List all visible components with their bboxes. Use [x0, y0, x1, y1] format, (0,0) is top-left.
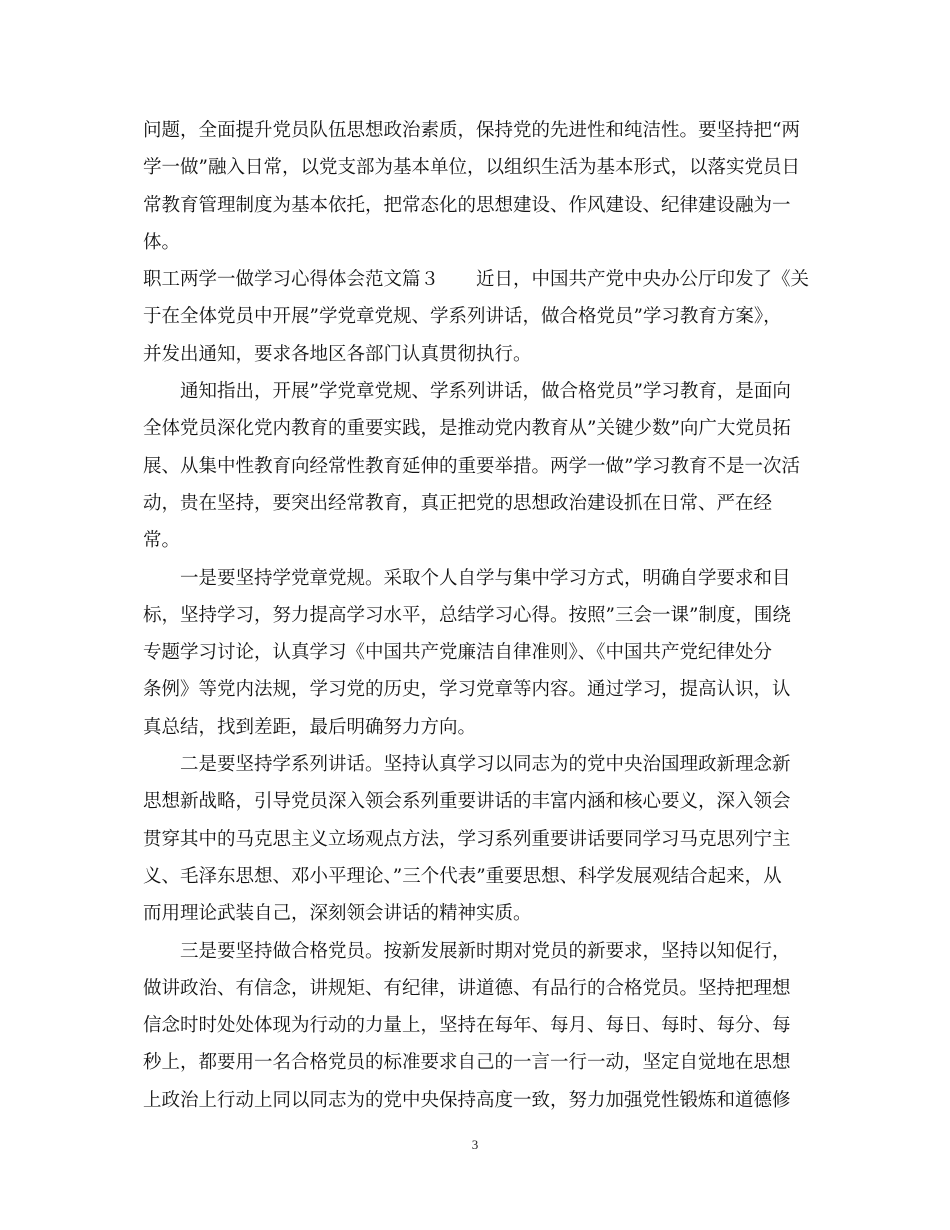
text-line: 全体党员深化党内教育的重要实践，是推动党内教育从”关键少数”向广大党员拓 [143, 418, 791, 440]
text-line: 上政治上行动上同以同志为的党中央保持高度一致，努力加强党性锻炼和道德修 [143, 1089, 791, 1111]
paragraph-1 [143, 112, 811, 261]
text-line: 贯穿其中的马克思主义立场观点方法，学习系列重要讲话要同学习马克思列宁主 [143, 828, 791, 850]
text-line: 于在全体党员中开展”学党章党规、学系列讲话，做合格党员”学习教育方案》， [143, 306, 782, 328]
paragraph-4 [143, 560, 811, 746]
text-line: 信念时时处处体现为行动的力量上，坚持在每年、每月、每日、每时、每分、每 [143, 1015, 791, 1037]
page-number: 3 [471, 1137, 479, 1152]
paragraph-3 [143, 373, 811, 559]
text-line: 义、毛泽东思想、邓小平理论、”三个代表”重要思想、科学发展观结合起来，从 [143, 865, 782, 887]
text-line: 问题，全面提升党员队伍思想政治素质，保持党的先进性和纯洁性。要坚持把“两 [143, 120, 800, 141]
text-line: 标，坚持学习，努力提高学习水平，总结学习心得。按照”三会一课”制度，围绕 [143, 604, 791, 626]
text-line: 一是要坚持学党章党规。采取个人自学与集中学习方式，明确自学要求和目 [180, 567, 791, 589]
text-line: 真总结，找到差距，最后明确努力方向。 [143, 716, 477, 738]
text-line: 并发出通知，要求各地区各部门认真贯彻执行。 [143, 343, 532, 365]
text-line: 二是要坚持学系列讲话。坚持认真学习以同志为的党中央治国理政新理念新 [180, 754, 791, 776]
text-line: 学一做”融入日常，以党支部为基本单位，以组织生活为基本形式，以落实党员日 [143, 157, 800, 179]
text-line: 常教育管理制度为基本依托，把常态化的思想建设、作风建设、纪律建设融为一 [143, 194, 791, 216]
text-line: 专题学习讨论，认真学习《中国共产党廉洁自律准则》、《中国共产党纪律处分 [143, 642, 773, 664]
text-line: 体。 [143, 231, 181, 253]
text-line: 通知指出，开展”学党章党规、学系列讲话，做合格党员”学习教育，是面向 [180, 381, 791, 403]
text-line: 展、从集中性教育向经常性教育延伸的重要举措。两学一做”学习教育不是一次活 [143, 455, 800, 477]
text-line: 职工两学一做学习心得体会范文篇３ 近日，中国共产党中央办公厅印发了《关 [143, 269, 810, 291]
text-line: 常。 [143, 530, 181, 552]
paragraph-5 [143, 746, 811, 932]
text-line: 做讲政治、有信念，讲规矩、有纪律，讲道德、有品行的合格党员。坚持把理想 [143, 977, 791, 999]
text-line: 思想新战略，引导党员深入领会系列重要讲话的丰富内涵和核心要义，深入领会 [143, 791, 791, 813]
document-body [143, 112, 811, 1119]
text-line: 三是要坚持做合格党员。按新发展新时期对党员的新要求，坚持以知促行， [180, 940, 791, 962]
text-line: 而用理论武装自己，深刻领会讲话的精神实质。 [143, 903, 532, 925]
paragraph-2 [143, 261, 811, 373]
text-line: 动，贵在坚持，要突出经常教育，真正把党的思想政治建设抓在日常、严在经 [143, 492, 773, 514]
text-line: 秒上，都要用一名合格党员的标准要求自己的一言一行一动，坚定自觉地在思想 [143, 1052, 791, 1074]
paragraph-6 [143, 933, 811, 1119]
text-line: 条例》等党内法规，学习党的历史，学习党章等内容。通过学习，提高认识，认 [143, 679, 791, 701]
